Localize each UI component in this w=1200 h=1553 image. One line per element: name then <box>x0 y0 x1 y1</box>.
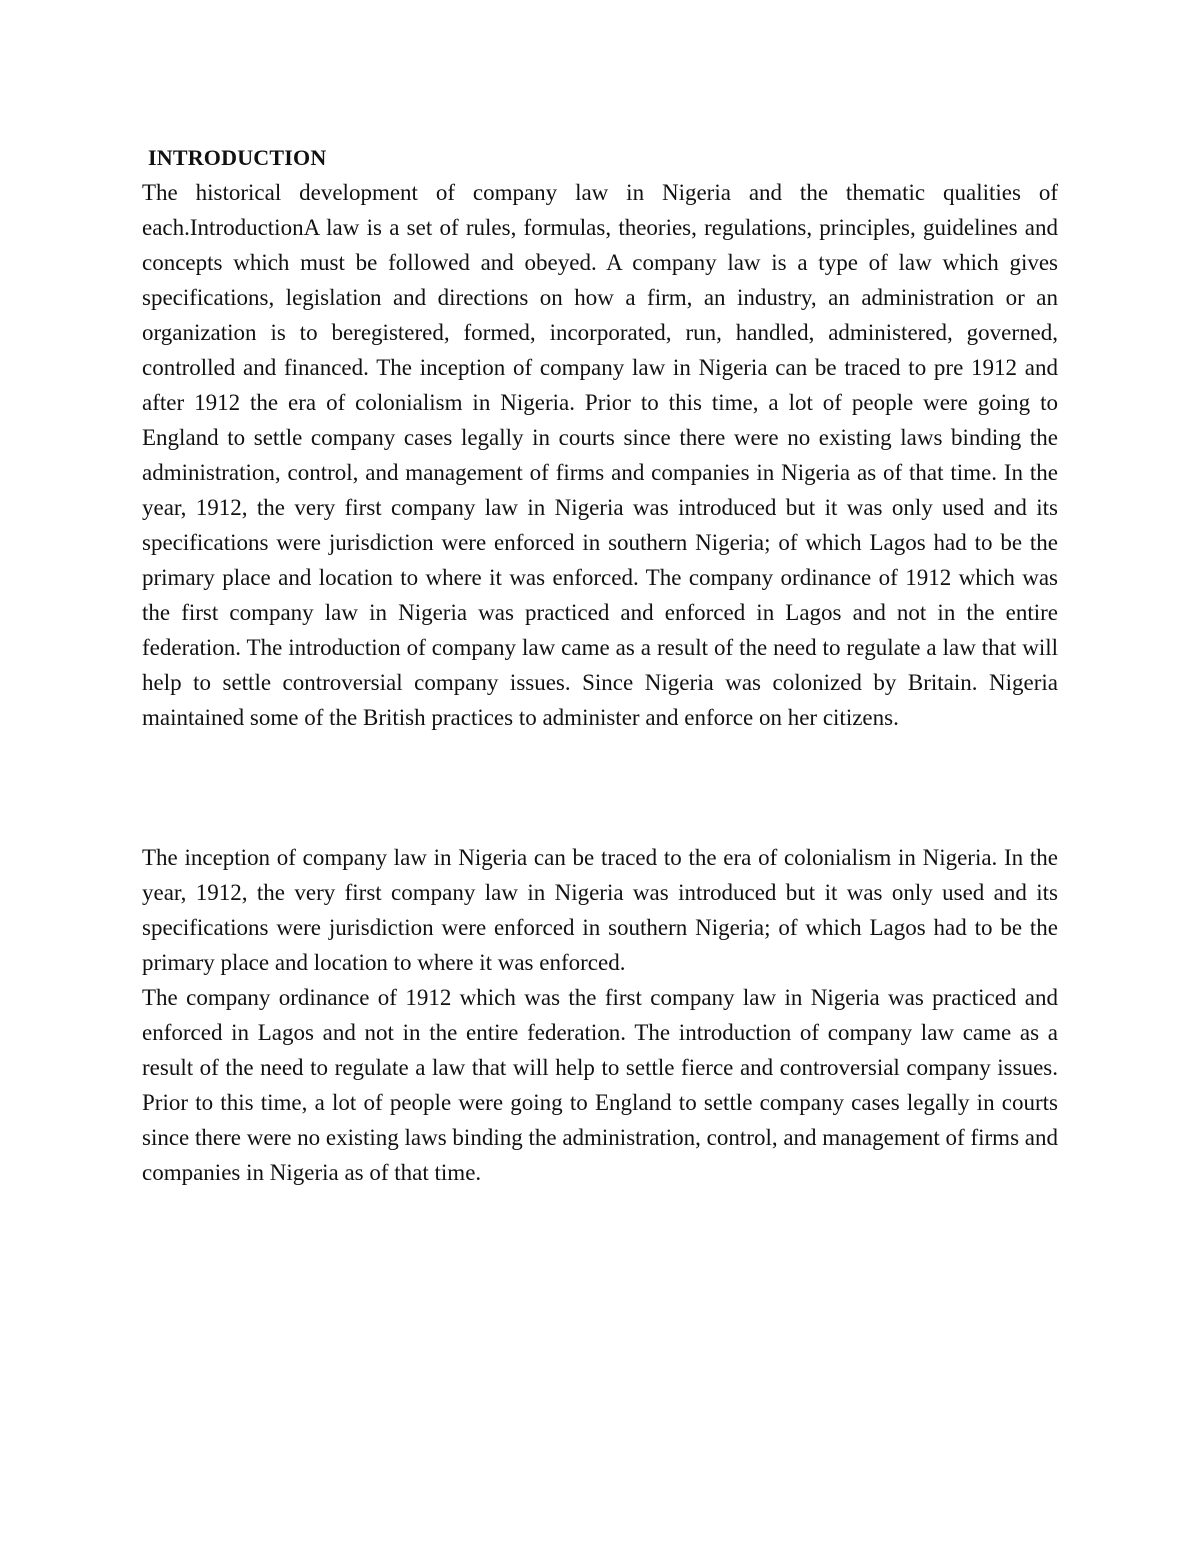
paragraph-ordinance: The company ordinance of 1912 which was the first company law in Nigeria was practiced and enforced in Lagos and not in the entire federation. The introduction of company law came as a result of the need to regulate a law that will help to settle fierce and controversial company issues. Prior to this time, a lot of people were going to England to settle company cases legally in courts since there were no existing laws binding the administration, control, and management of firms and companies in Nigeria as of that time. <box>142 985 1058 1185</box>
document-body <box>142 140 1058 1190</box>
document-heading: INTRODUCTION <box>148 145 327 170</box>
paragraph-inception: The inception of company law in Nigeria can be traced to the era of colonialism in Nigeria. In the year, 1912, the very first company law in Nigeria was introduced but it was only used and its specifications were jurisdiction were enforced in southern Nigeria; of which Lagos had to be the primary place and location to where it was enforced. <box>142 845 1058 975</box>
paragraph-introduction: The historical development of company law in Nigeria and the thematic qualities of each.IntroductionA law is a set of rules, formulas, theories, regulations, principles, guidelines and concepts which must be followed and obeyed. A company law is a type of law which gives specifications, legislation and directions on how a firm, an industry, an administration or an organization is to beregistered, formed, incorporated, run, handled, administered, governed, controlled and financed. The inception of company law in Nigeria can be traced to pre 1912 and after 1912 the era of colonialism in Nigeria. Prior to this time, a lot of people were going to England to settle company cases legally in courts since there were no existing laws binding the administration, control, and management of firms and companies in Nigeria as of that time. In the year, 1912, the very first company law in Nigeria was introduced but it was only used and its specifications were jurisdiction were enforced in southern Nigeria; of which Lagos had to be the primary place and location to where it was enforced. The company ordinance of 1912 which was the first company law in Nigeria was practiced and enforced in Lagos and not in the entire federation. The introduction of company law came as a result of the need to regulate a law that will help to settle controversial company issues. Since Nigeria was colonized by Britain. Nigeria maintained some of the British practices to administer and enforce on her citizens. <box>142 180 1058 730</box>
paragraph-spacer <box>142 735 1058 840</box>
